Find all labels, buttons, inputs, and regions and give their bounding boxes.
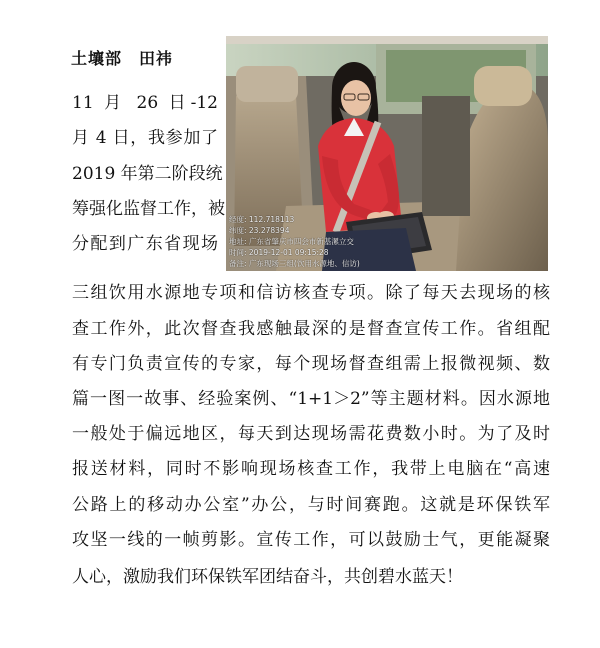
watermark-latitude: 纬度: 23.278394 <box>229 226 290 235</box>
text-line: 攻坚一线的一帧剪影。宣传工作，可以鼓励士气，更能凝聚 <box>72 530 550 550</box>
photo-watermark <box>229 214 360 269</box>
text-line: 有专门负责宣传的专家，每个现场督查组需上报微视频、数 <box>72 354 550 374</box>
text-line: 筹强化监督工作，被 <box>72 199 225 219</box>
text-line: 分配到广东省现场 <box>72 234 218 254</box>
text-line: 公路上的移动办公室”办公，与时间赛跑。这就是环保铁军 <box>72 495 550 515</box>
text-line: 报送材料，同时不影响现场核查工作，我带上电脑在“高速 <box>72 459 550 479</box>
watermark-longitude: 经度: 112.718113 <box>229 215 295 224</box>
text-line: 月 4 日，我参加了 <box>72 128 218 148</box>
watermark-note: 备注: 广东现场三组(饮用水源地、信访) <box>229 259 360 268</box>
text-line: 人心，激励我们环保铁军团结奋斗，共创碧水蓝天！ <box>72 567 463 587</box>
text-line: 11 月 26 日-12 <box>72 93 218 113</box>
watermark-address: 地址: 广东省肇庆市四会市新基漯立交 <box>229 237 354 246</box>
text-line: 查工作外，此次督查我感触最深的是督查宣传工作。省组配 <box>72 319 550 339</box>
author-line: 土壤部 田祎 <box>71 49 174 68</box>
text-line: 三组饮用水源地专项和信访核查专项。除了每天去现场的核 <box>72 283 550 303</box>
photo-woman-with-laptop-in-car <box>226 36 548 271</box>
text-line: 2019 年第二阶段统 <box>72 164 223 184</box>
watermark-time: 时间: 2019-12-01 09:15:28 <box>229 248 329 257</box>
text-line: 一般处于偏远地区，每天到达现场需花费数小时。为了及时 <box>72 424 550 444</box>
text-line: 篇一图一故事、经验案例、“1+1＞2”等主题材料。因水源地 <box>72 389 550 409</box>
